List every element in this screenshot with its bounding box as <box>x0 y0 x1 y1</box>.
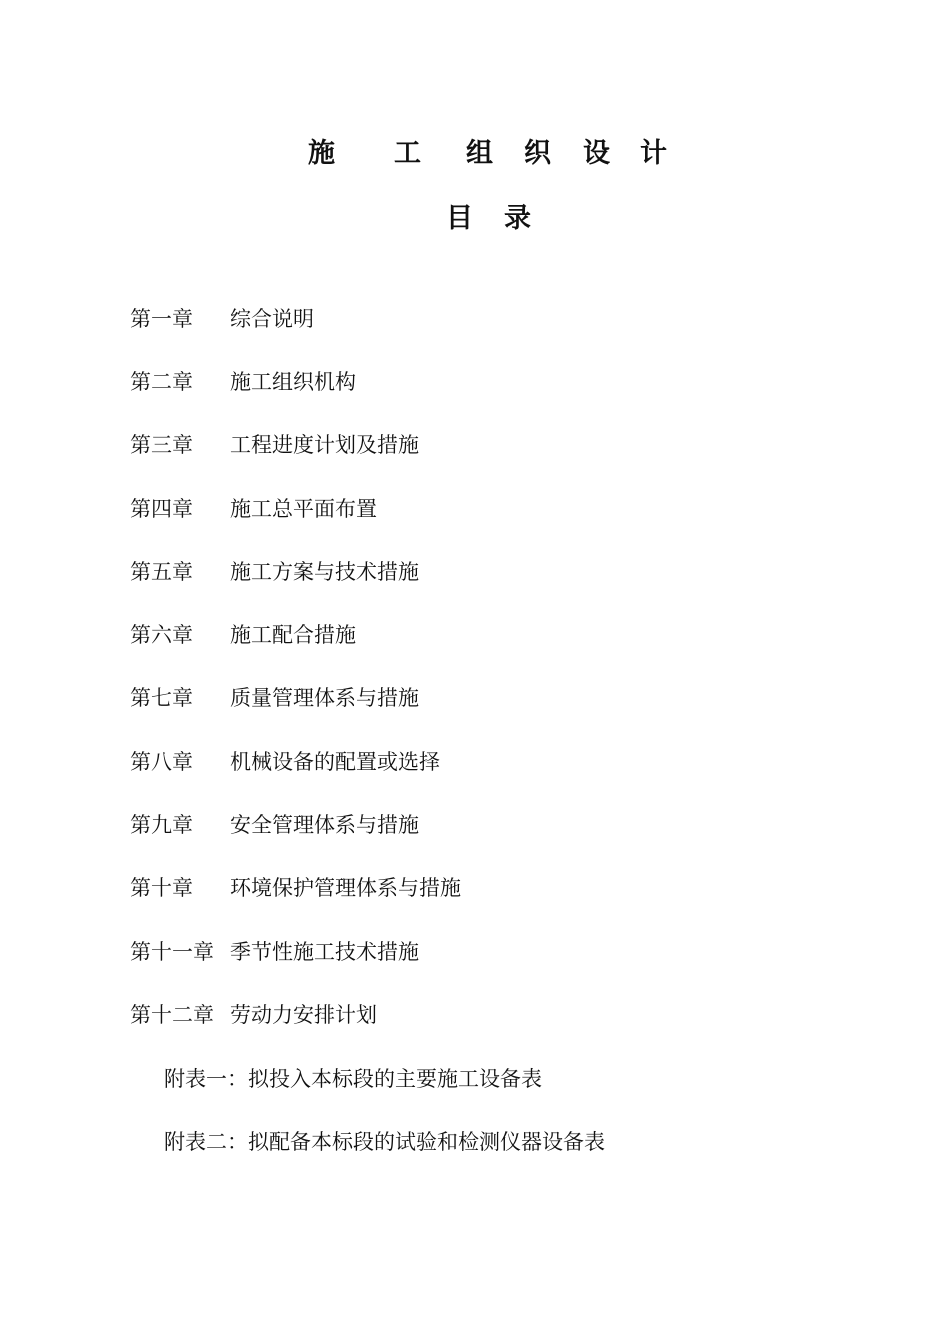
chapter-title: 施工组织机构 <box>230 370 356 394</box>
chapter-number: 第四章 <box>130 497 193 521</box>
title-char: 组 <box>466 138 493 169</box>
subtitle-char: 目 <box>446 203 473 234</box>
chapter-title: 综合说明 <box>230 307 314 331</box>
title-char: 计 <box>640 138 667 169</box>
chapter-title: 劳动力安排计划 <box>230 1003 377 1027</box>
chapter-title: 施工总平面布置 <box>230 497 377 521</box>
title-char: 工 <box>394 138 421 169</box>
chapter-title: 质量管理体系与措施 <box>230 686 419 710</box>
chapter-title: 安全管理体系与措施 <box>230 813 419 837</box>
chapter-title: 施工配合措施 <box>230 623 356 647</box>
chapter-number: 第三章 <box>130 433 193 457</box>
chapter-number: 第五章 <box>130 560 193 584</box>
appendix-entry: 附表一：拟投入本标段的主要施工设备表 <box>164 1067 542 1091</box>
title-char: 施 <box>308 138 335 169</box>
appendix-entry: 附表二：拟配备本标段的试验和检测仪器设备表 <box>164 1130 605 1154</box>
chapter-number: 第七章 <box>130 686 193 710</box>
chapter-number: 第二章 <box>130 370 193 394</box>
chapter-number: 第九章 <box>130 813 193 837</box>
chapter-title: 施工方案与技术措施 <box>230 560 419 584</box>
chapter-title: 环境保护管理体系与措施 <box>230 876 461 900</box>
chapter-title: 机械设备的配置或选择 <box>230 750 440 774</box>
subtitle-char: 录 <box>504 203 531 234</box>
chapter-number: 第十二章 <box>130 1003 214 1027</box>
chapter-number: 第十章 <box>130 876 193 900</box>
chapter-number: 第十一章 <box>130 940 214 964</box>
chapter-number: 第一章 <box>130 307 193 331</box>
title-char: 织 <box>524 138 551 169</box>
chapter-title: 工程进度计划及措施 <box>230 433 419 457</box>
chapter-number: 第八章 <box>130 750 193 774</box>
title-char: 设 <box>583 138 610 169</box>
chapter-number: 第六章 <box>130 623 193 647</box>
chapter-title: 季节性施工技术措施 <box>230 940 419 964</box>
